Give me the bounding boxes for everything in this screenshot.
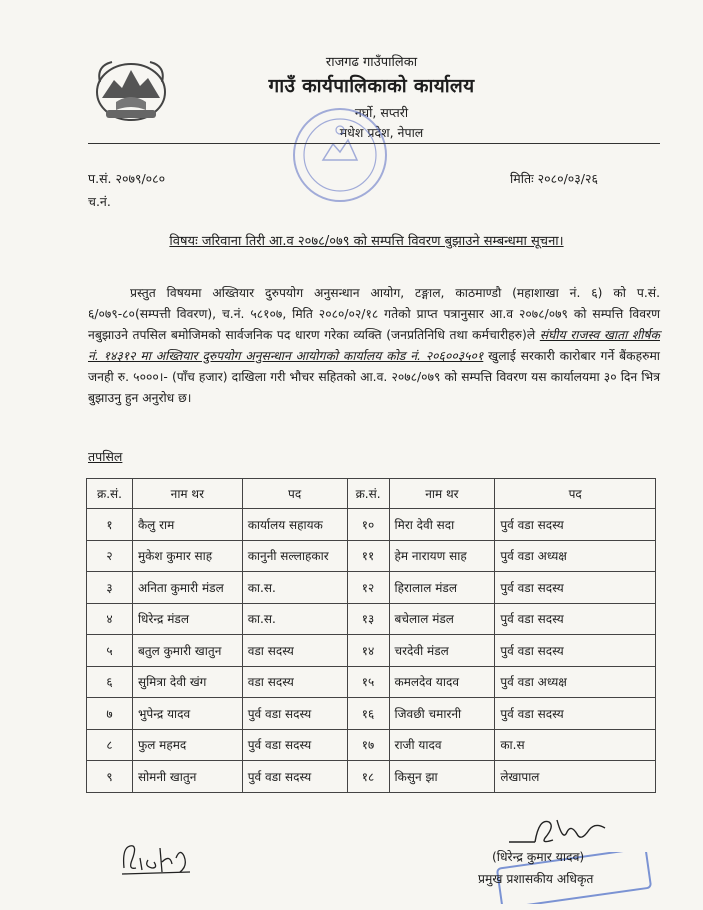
cell-serial: १६ [347, 698, 389, 730]
table-header-row [87, 479, 656, 509]
cell-serial: ८ [87, 729, 133, 761]
table-row [87, 666, 656, 698]
table-row [87, 540, 656, 572]
cell-serial: ६ [87, 666, 133, 698]
cell-post: वडा सदस्य [242, 666, 347, 698]
body-account-details: संघीय राजस्व खाता शीर्षक नं. १४३१२ मा अख्तियार दुरुपयोग अनुसन्धान आयोगको कार्यालय कोड नं. २०६००३५०१ [88, 328, 660, 363]
cell-serial: ७ [87, 698, 133, 730]
cell-post: वडा सदस्य [242, 635, 347, 667]
cell-post: पुर्व वडा सदस्य [495, 698, 656, 730]
municipality-name: राजगढ गाउँपालिका [325, 55, 418, 70]
cell-name: हिरालाल मंडल [389, 572, 495, 604]
dispatch-number: च.नं. [88, 194, 111, 209]
cell-serial: १७ [347, 729, 389, 761]
header-divider [88, 143, 660, 144]
cell-post: का.स. [242, 572, 347, 604]
header-serial-2: क्र.सं. [347, 479, 389, 509]
header-serial: क्र.सं. [87, 479, 133, 509]
cell-serial: ९ [87, 761, 133, 793]
cell-post: कानुनी सल्लाहकार [242, 540, 347, 572]
cell-serial: ५ [87, 635, 133, 667]
cell-post: पुर्व वडा सदस्य [495, 635, 656, 667]
cell-post: पुर्व वडा सदस्य [495, 509, 656, 541]
cell-name: कैलु राम [132, 509, 242, 541]
cell-serial: १८ [347, 761, 389, 793]
cell-name: चरदेवी मंडल [389, 635, 495, 667]
header-post: पद [242, 479, 347, 509]
table-row [87, 603, 656, 635]
table-row [87, 729, 656, 761]
cell-serial: ४ [87, 603, 133, 635]
cell-name: राजी यादव [389, 729, 495, 761]
header-name: नाम थर [132, 479, 242, 509]
office-title: गाउँ कार्यपालिकाको कार्यालय [268, 75, 475, 97]
table-row [87, 635, 656, 667]
cell-name: सोमनी खातुन [132, 761, 242, 793]
cell-serial: ११ [347, 540, 389, 572]
cell-name: मुकेश कुमार साह [132, 540, 242, 572]
cell-serial: ३ [87, 572, 133, 604]
cell-serial: १५ [347, 666, 389, 698]
cell-serial: २ [87, 540, 133, 572]
list-heading: तपसिल [88, 449, 123, 464]
left-signature [118, 838, 198, 878]
body-text-part2: खुलाई सरकारी कारोबार गर्ने बैंकहरुमा जनही रु. ५०००।- (पाँच हजार) दाखिला गरी भौचर सहितको आ.व. २०७८/०७९ को सम्पत्ति विवरण यस कार्यालयमा ३० दिन भित्र बुझाउनु हुन अनुरोध छ। [88, 349, 660, 405]
cell-name: जिवछी चमारनी [389, 698, 495, 730]
cell-name: कमलदेव यादव [389, 666, 495, 698]
cell-name: हेम नारायण साह [389, 540, 495, 572]
cell-name: अनिता कुमारी मंडल [132, 572, 242, 604]
body-text-part1: प्रस्तुत विषयमा अख्तियार दुरुपयोग अनुसन्धान आयोग, टङ्गाल, काठमाण्डौ (महाशाखा नं. ६) को प.सं. ६/०७९-८०(सम्पत्ती विवरण), च.नं. ५८१०७, मिति २०८०/०२/१८ गतेको प्राप्त पत्रानुसार आ.व २०७८/०७९ को सम्पत्ति विवरण नबुझाउने तपसिल बमोजिमको सार्वजनिक पद धारण गरेका व्यक्ति (जनप्रतिनिधि तथा कर्मचारीहरु)ले [88, 286, 660, 342]
defaulter-table [86, 478, 656, 793]
letter-body [88, 283, 660, 409]
cell-name: सुमित्रा देवी खंग [132, 666, 242, 698]
cell-serial: १४ [347, 635, 389, 667]
cell-post: लेखापाल [495, 761, 656, 793]
cell-name: धिरेन्द्र मंडल [132, 603, 242, 635]
cell-post: पुर्व वडा सदस्य [495, 572, 656, 604]
cell-post: पुर्व वडा सदस्य [242, 698, 347, 730]
cell-post: पुर्व वडा अध्यक्ष [495, 540, 656, 572]
cell-post: कार्यालय सहायक [242, 509, 347, 541]
office-address-line1: नर्घो, सप्तरी [354, 105, 409, 120]
cell-name: भुपेन्द्र यादव [132, 698, 242, 730]
office-seal-icon [285, 100, 395, 210]
right-signature [505, 812, 615, 850]
cell-name: बचेलाल मंडल [389, 603, 495, 635]
header-post-2: पद [495, 479, 656, 509]
cell-serial: १२ [347, 572, 389, 604]
table-row [87, 572, 656, 604]
letter-subject: विषयः जरिवाना तिरी आ.व २०७८/०७९ को सम्पत्ति विवरण बुझाउने सम्बन्धमा सूचना। [169, 234, 564, 249]
cell-serial: १ [87, 509, 133, 541]
cell-name: किसुन झा [389, 761, 495, 793]
cell-name: मिरा देवी सदा [389, 509, 495, 541]
signatory-name: (धिरेन्द्र कुमार यादव) [492, 850, 585, 864]
cell-post: पुर्व वडा अध्यक्ष [495, 666, 656, 698]
cell-post: पुर्व वडा सदस्य [242, 729, 347, 761]
cell-post: का.स. [242, 603, 347, 635]
reference-number: प.सं. २०७९/०८० [88, 171, 166, 186]
table-row [87, 509, 656, 541]
cell-name: बतुल कुमारी खातुन [132, 635, 242, 667]
header-name-2: नाम थर [389, 479, 495, 509]
cell-post: का.स [495, 729, 656, 761]
cell-post: पुर्व वडा सदस्य [495, 603, 656, 635]
cell-serial: १० [347, 509, 389, 541]
cell-name: फुल महमद [132, 729, 242, 761]
cell-post: पुर्व वडा सदस्य [242, 761, 347, 793]
cell-serial: १३ [347, 603, 389, 635]
office-address-line2: मधेश प्रदेश, नेपाल [339, 125, 424, 140]
table-row [87, 698, 656, 730]
table-row [87, 761, 656, 793]
signatory-title: प्रमुख प्रशासकीय अधिकृत [478, 872, 594, 886]
letter-date: मितिः २०८०/०३/२६ [510, 171, 598, 186]
